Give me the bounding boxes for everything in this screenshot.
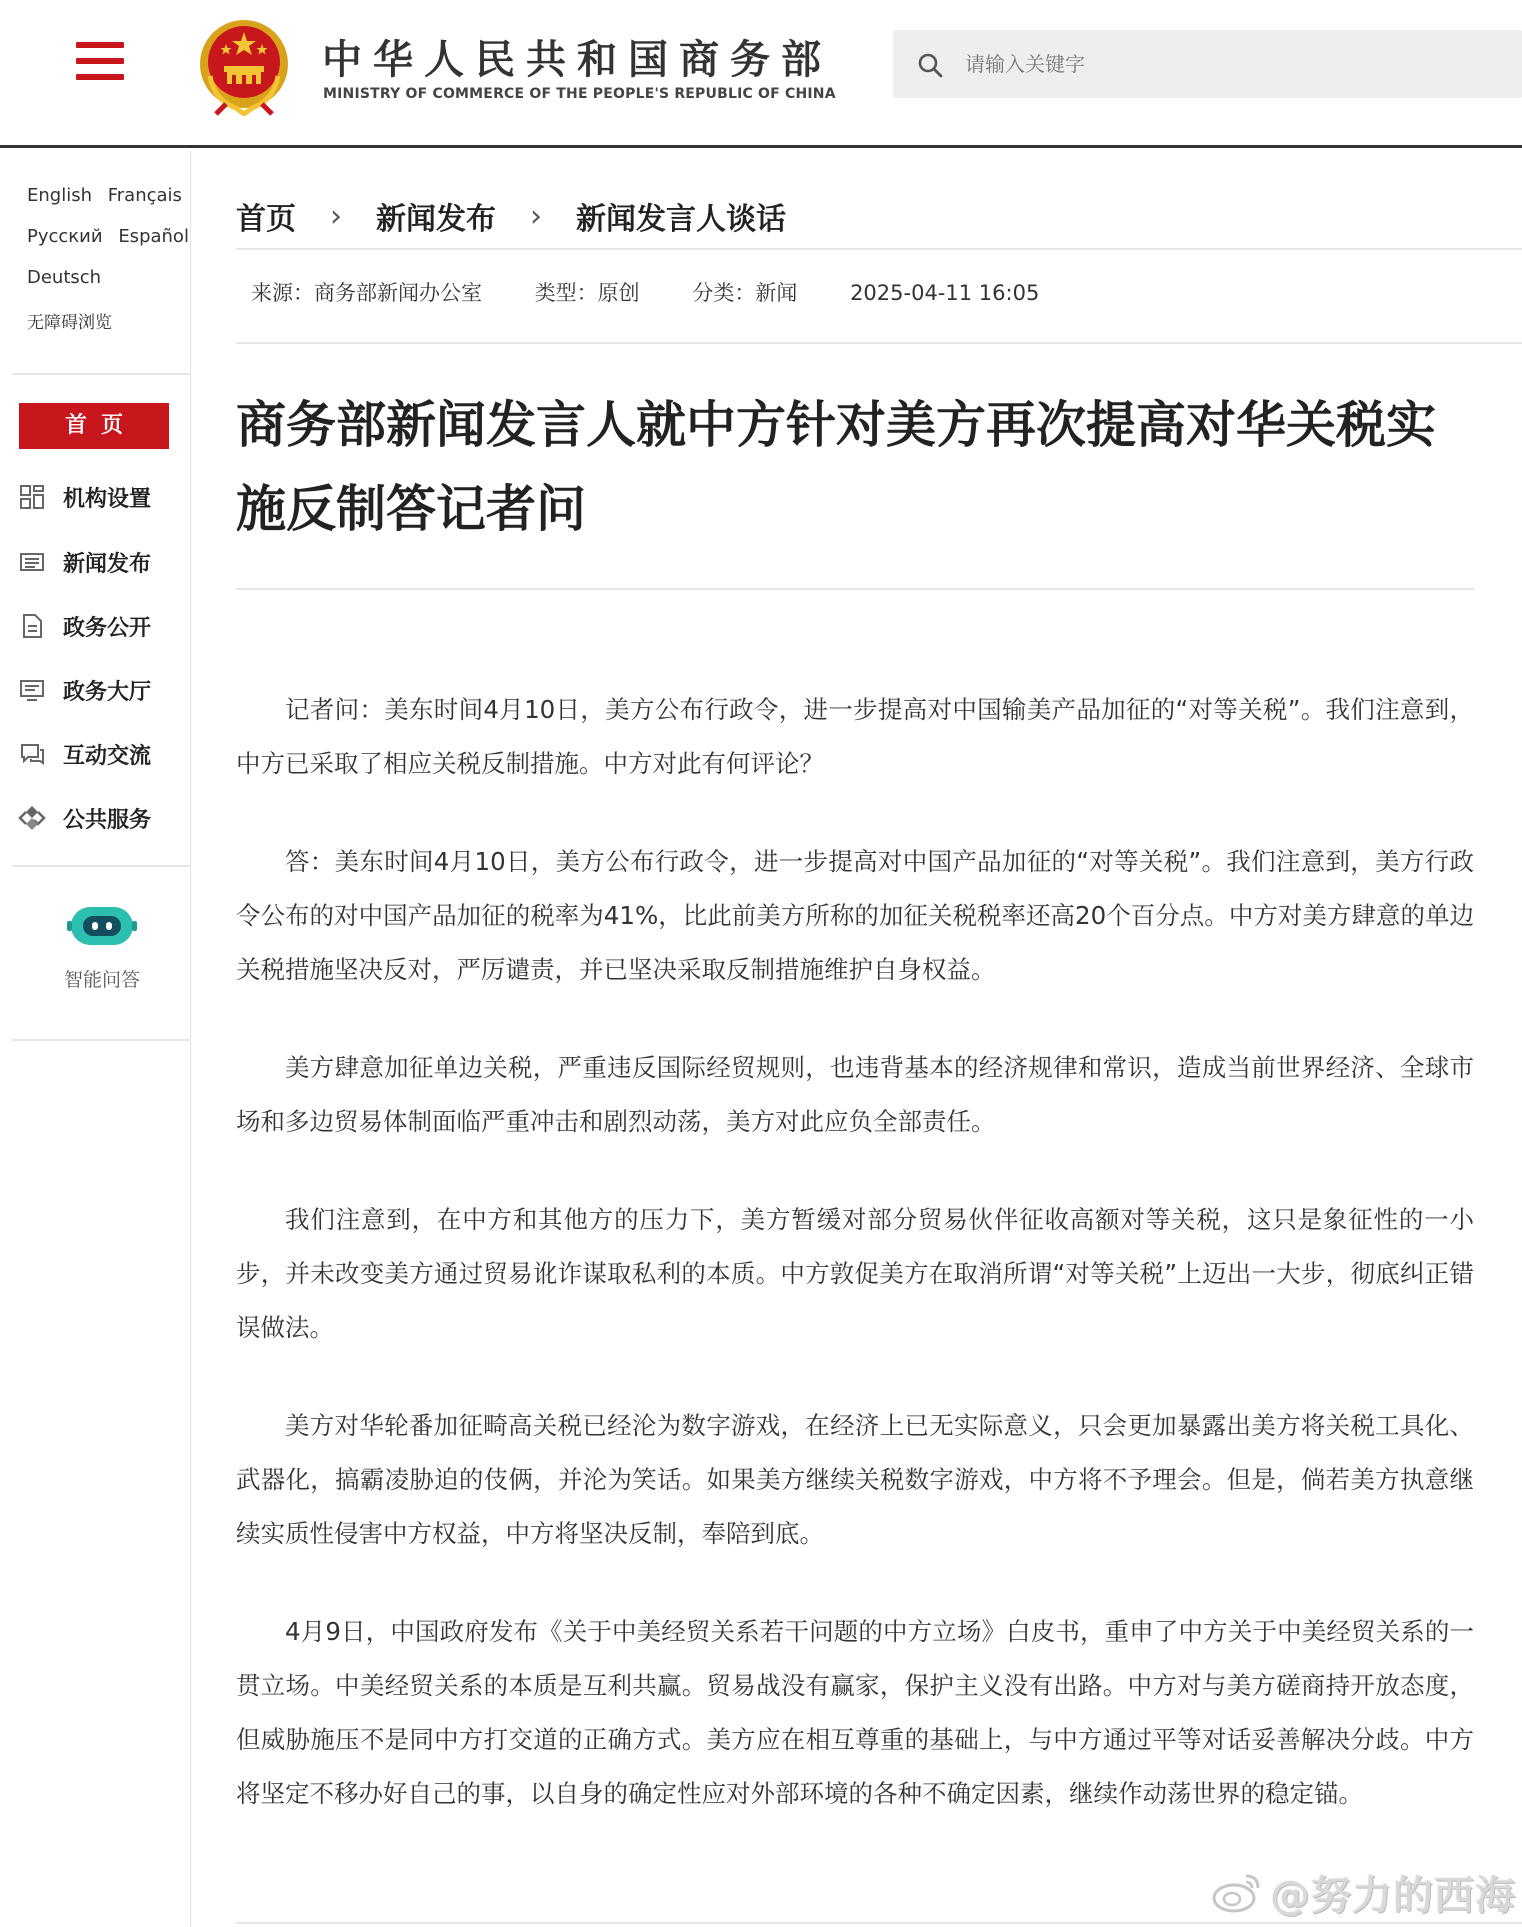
divider — [236, 588, 1474, 590]
left-sidebar — [0, 151, 191, 1927]
divider — [236, 342, 1522, 344]
chevron-right-icon: › — [530, 198, 542, 234]
sidebar-item-label: 机构设置 — [63, 486, 152, 512]
site-header — [0, 0, 1522, 148]
lang-german-link[interactable]: Deutsch — [27, 267, 102, 288]
article-meta — [251, 277, 1085, 307]
lang-french-link[interactable]: Français — [107, 185, 182, 206]
search-icon[interactable] — [917, 52, 943, 78]
watermark-text: @努力的西海 — [1270, 1872, 1516, 1919]
breadcrumb — [236, 191, 786, 241]
article-paragraph: 记者问：美东时间4月10日，美方公布行政令，进一步提高对中国输美产品加征的“对等关税”。我们注意到，中方已采取了相应关税反制措施。中方对此有何评论？ — [236, 695, 1474, 778]
sidebar-divider — [12, 865, 191, 867]
sidebar-item-organization[interactable] — [17, 475, 187, 519]
sidebar-item-public-service[interactable] — [17, 796, 187, 840]
chevron-right-icon: › — [330, 198, 342, 234]
meta-source: 来源：商务部新闻办公室 — [251, 281, 482, 305]
language-links — [27, 185, 187, 349]
sidebar-item-label: 新闻发布 — [63, 551, 152, 577]
article-paragraph: 4月9日，中国政府发布《关于中美经贸关系若干问题的中方立场》白皮书，重申了中方关于中美经贸关系的一贯立场。中美经贸关系的本质是互利共赢。贸易战没有赢家，保护主义没有出路。中方对与美方磋商持开放态度，但威胁施压不是同中方打交道的正确方式。美方应在相互尊重的基础上，与中方通过平等对话妥善解决分歧。中方将坚定不移办好自己的事，以自身的确定性应对外部环境的各种不确定因素，继续作动荡世界的稳定锚。 — [236, 1617, 1474, 1808]
divider — [236, 248, 1522, 250]
sidebar-item-news[interactable] — [17, 540, 187, 584]
chat-icon — [17, 739, 47, 769]
meta-category: 分类：新闻 — [692, 281, 798, 305]
breadcrumb-spokesperson[interactable]: 新闻发言人谈话 — [576, 202, 786, 237]
search-box[interactable] — [893, 30, 1522, 98]
lang-russian-link[interactable]: Русский — [27, 226, 103, 247]
site-subtitle: MINISTRY OF COMMERCE OF THE PEOPLE'S REPUBLIC OF CHINA — [323, 86, 836, 102]
ai-assistant-label: 智能问答 — [63, 969, 140, 991]
document-icon — [17, 611, 47, 641]
article-paragraph: 美方对华轮番加征畸高关税已经沦为数字游戏，在经济上已无实际意义，只会更加暴露出美方将关税工具化、武器化，搞霸凌胁迫的伎俩，并沦为笑话。如果美方继续关税数字游戏，中方将不予理会。但是，倘若美方执意继续实质性侵害中方权益，中方将坚决反制，奉陪到底。 — [236, 1411, 1474, 1548]
site-title[interactable]: 中华人民共和国商务部 — [322, 37, 832, 83]
sidebar-item-interaction[interactable] — [17, 732, 187, 776]
search-input[interactable] — [965, 42, 1485, 86]
divider — [236, 1922, 1522, 1924]
accessibility-link[interactable]: 无障碍浏览 — [27, 313, 112, 333]
meta-datetime: 2025-04-11 16:05 — [850, 281, 1040, 305]
sidebar-item-label: 政务大厅 — [63, 679, 152, 705]
sidebar-item-label: 政务公开 — [63, 615, 152, 641]
grid-icon — [17, 482, 47, 512]
article-paragraph: 我们注意到，在中方和其他方的压力下，美方暂缓对部分贸易伙伴征收高额对等关税，这只是象征性的一小步，并未改变美方通过贸易讹诈谋取私利的本质。中方敦促美方在取消所谓“对等关税”上迈出一大步，彻底纠正错误做法。 — [236, 1205, 1474, 1342]
ai-assistant-button[interactable] — [40, 901, 164, 992]
lang-spanish-link[interactable]: Español — [118, 226, 189, 247]
national-emblem-icon[interactable] — [196, 16, 292, 116]
sidebar-item-service-hall[interactable] — [17, 668, 187, 712]
sidebar-home-button[interactable]: 首页 — [19, 403, 169, 449]
sidebar-item-label: 公共服务 — [63, 807, 152, 833]
sidebar-divider — [12, 373, 191, 375]
article-paragraph: 答：美东时间4月10日，美方公布行政令，进一步提高对中国产品加征的“对等关税”。我们注意到，美方行政令公布的对中国产品加征的税率为41%，比此前美方所称的加征关税税率还高20个百分点。中方对美方肆意的单边关税措施坚决反对，严厉谴责，并已坚决采取反制措施维护自身权益。 — [236, 847, 1474, 984]
sidebar-divider — [12, 1039, 191, 1041]
service-icon — [17, 803, 47, 833]
robot-icon — [67, 901, 137, 951]
weibo-logo-icon — [1212, 1870, 1264, 1914]
meta-type: 类型：原创 — [534, 281, 640, 305]
sidebar-item-label: 互动交流 — [63, 743, 152, 769]
newspaper-icon — [17, 547, 47, 577]
article-paragraph: 美方肆意加征单边关税，严重违反国际经贸规则，也违背基本的经济规律和常识，造成当前世界经济、全球市场和多边贸易体制面临严重冲击和剧烈动荡，美方对此应负全部责任。 — [236, 1053, 1474, 1136]
watermark — [1212, 1864, 1522, 1920]
lang-english-link[interactable]: English — [27, 185, 92, 206]
article-body — [236, 683, 1474, 1865]
breadcrumb-news[interactable]: 新闻发布 — [376, 202, 496, 237]
hamburger-menu-icon[interactable] — [76, 42, 124, 80]
article-title: 商务部新闻发言人就中方针对美方再次提高对华关税实施反制答记者问 — [236, 396, 1436, 538]
sidebar-item-government-affairs[interactable] — [17, 604, 187, 648]
breadcrumb-home[interactable]: 首页 — [236, 202, 296, 237]
monitor-icon — [17, 675, 47, 705]
